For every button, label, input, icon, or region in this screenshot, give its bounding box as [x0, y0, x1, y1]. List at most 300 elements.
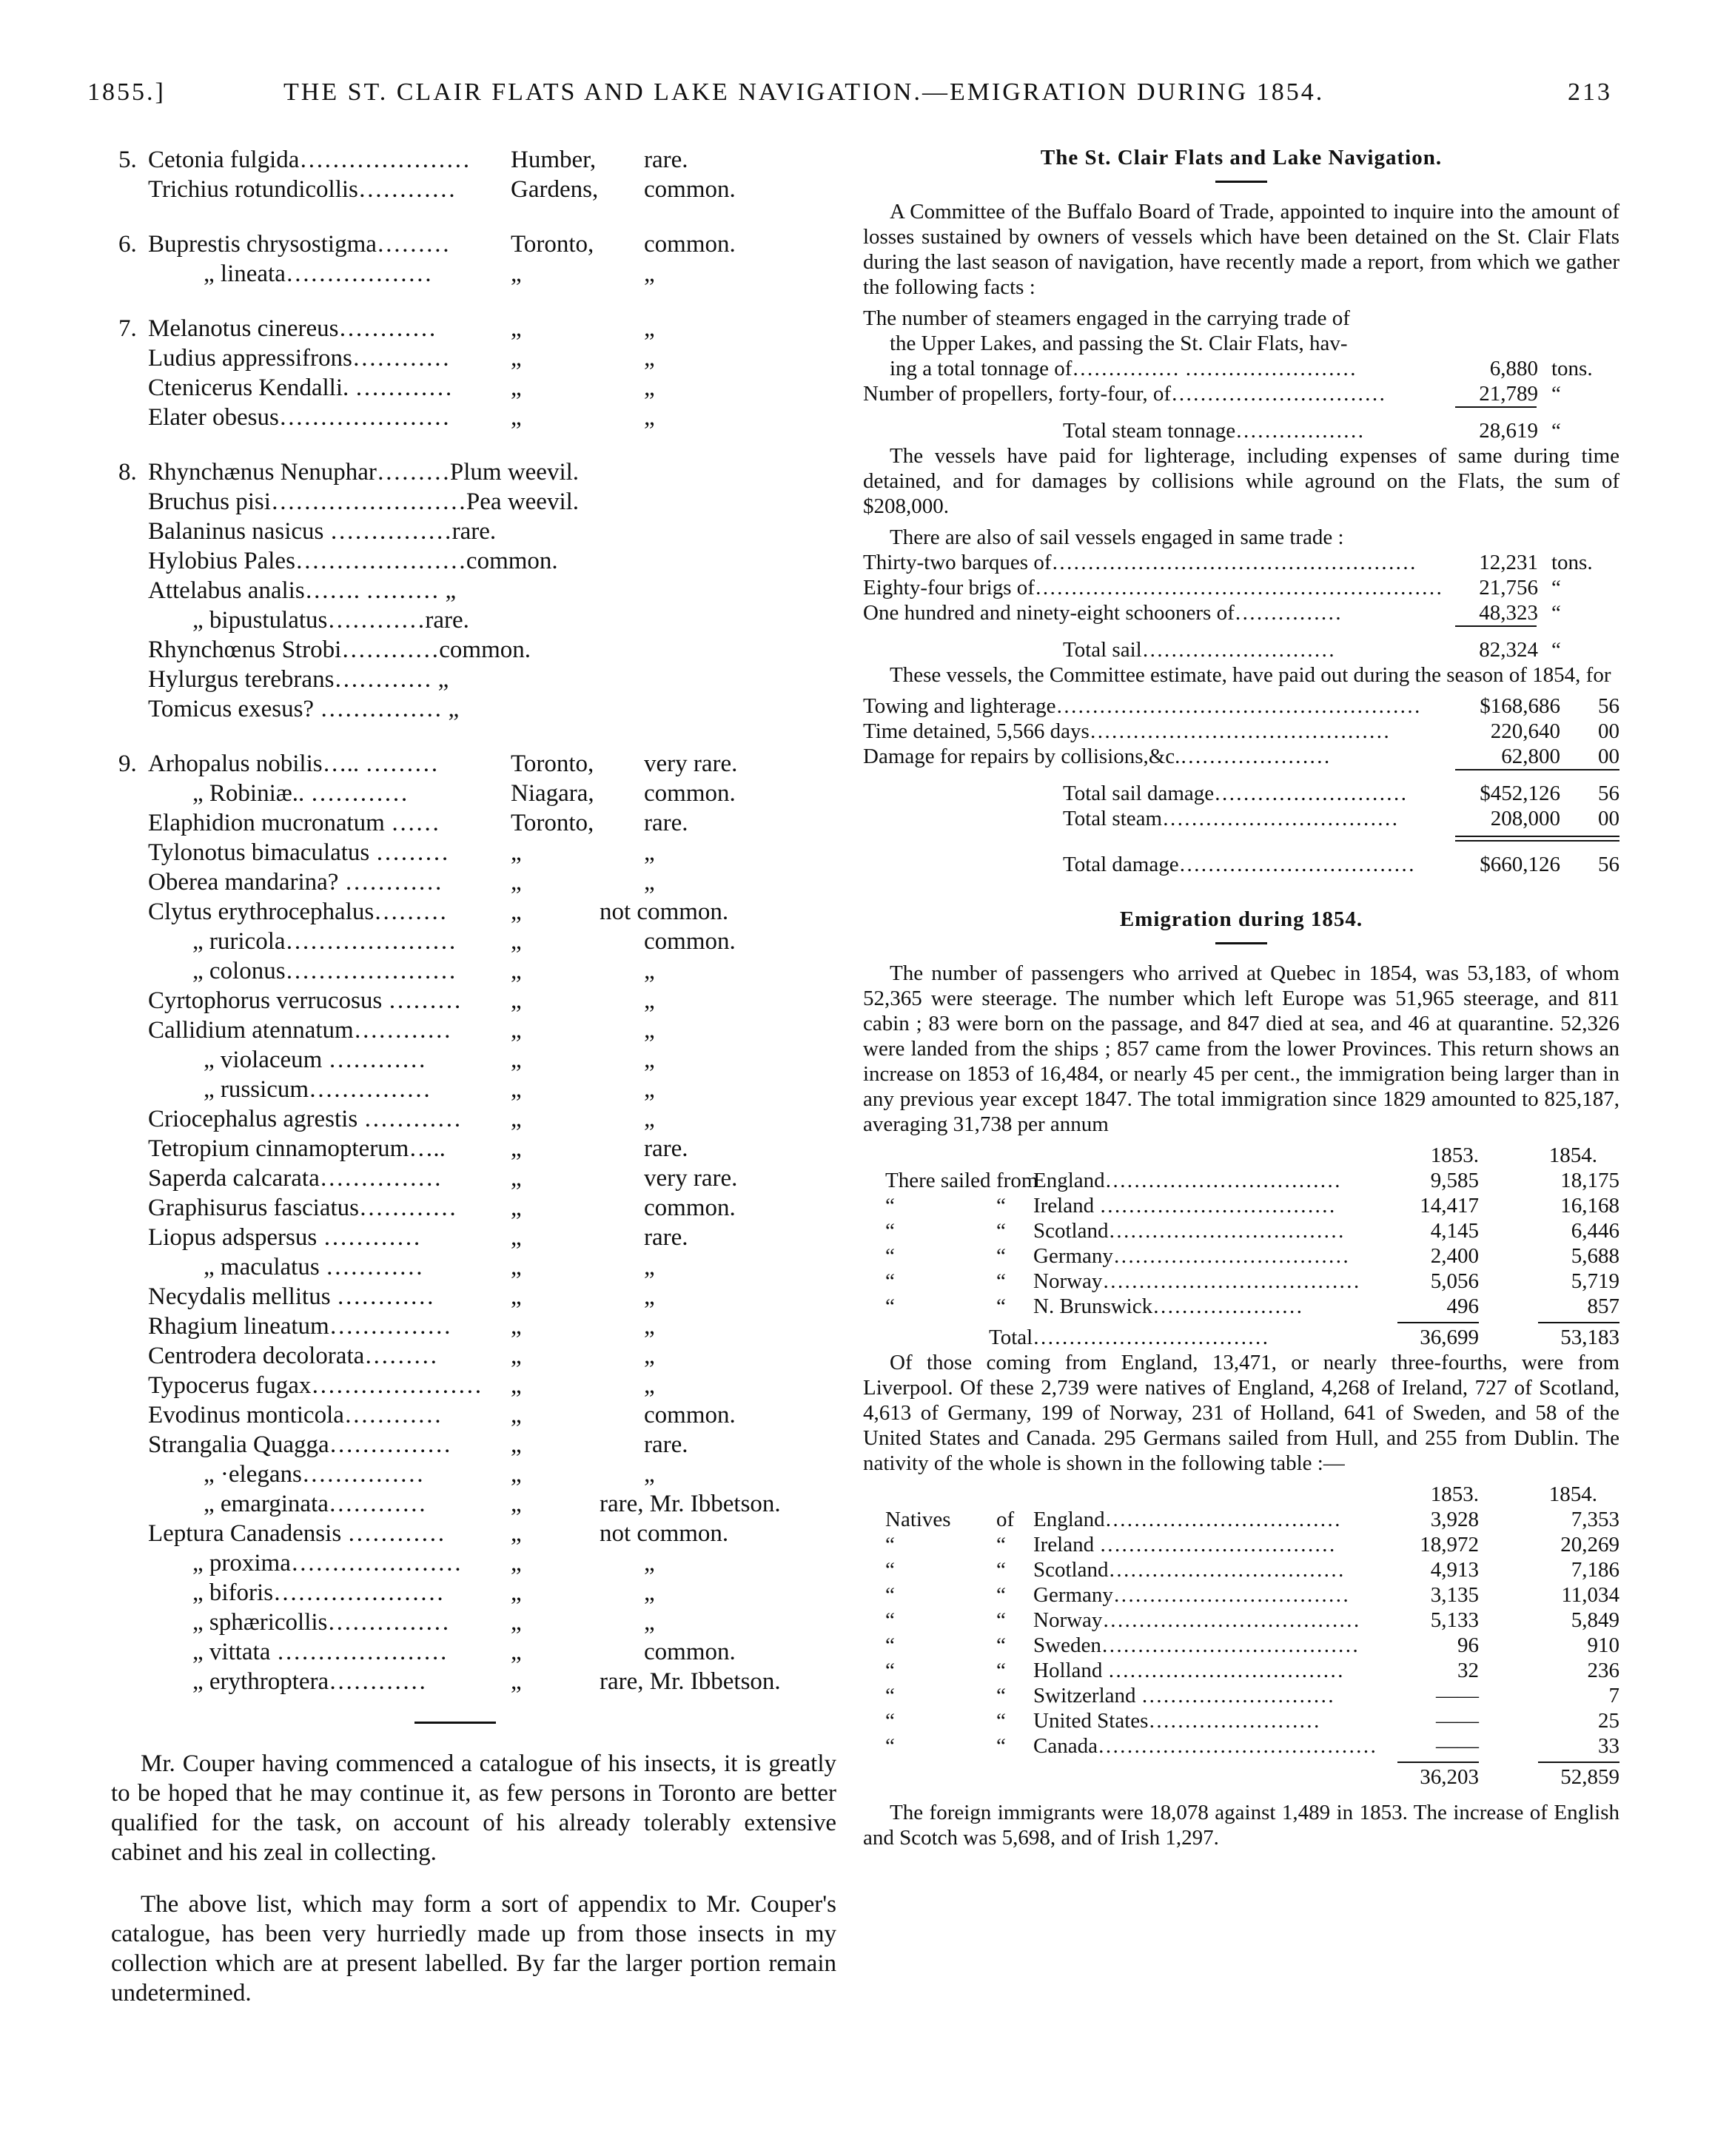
- species-locality: „: [511, 1372, 522, 1399]
- species-status: „: [644, 1609, 655, 1636]
- value-1854: 910: [1587, 1633, 1619, 1657]
- header-title: THE ST. CLAIR FLATS AND LAKE NAVIGATION.—EMIGRATION DURING 1854.: [283, 78, 1325, 106]
- value-1853: 3,135: [1430, 1583, 1479, 1607]
- species-status: „: [644, 1550, 655, 1576]
- cell-b: of: [996, 1508, 1015, 1531]
- stclair-intro: A Committee of the Buffalo Board of Trade, appointed to inquire into the amount of losses sustained by owners of vessels which have been detained on the St. Clair Flats during the last season of navigation, have recently made a report, from which we gather the following facts :: [863, 200, 1619, 299]
- species-status: common.: [644, 928, 736, 955]
- cell-c: Germany……………………………: [1033, 1583, 1349, 1607]
- cell-c: Scotland……………………………: [1033, 1219, 1345, 1243]
- species-locality: „: [511, 345, 522, 372]
- cell-b: “: [996, 1294, 1006, 1318]
- insect-row: [111, 986, 836, 1015]
- insect-row: [111, 1400, 836, 1430]
- sailed-row: [863, 1218, 1619, 1243]
- species-status: „: [644, 958, 655, 984]
- cell-a: “: [885, 1734, 895, 1758]
- species-locality: „: [511, 1254, 522, 1280]
- species-status: „: [644, 1254, 655, 1280]
- species-name: Ludius appressifrons…………: [148, 345, 450, 372]
- species-name: „ colonus…………………: [192, 958, 457, 984]
- species-status: „: [644, 345, 655, 372]
- cell-b: “: [996, 1244, 1006, 1268]
- insect-group: [111, 229, 836, 289]
- species-name: Saperda calcarata……………: [148, 1165, 442, 1192]
- species-locality: „: [511, 1313, 522, 1340]
- value-1854: 33: [1598, 1734, 1619, 1758]
- value-1854: 7,186: [1571, 1558, 1619, 1582]
- insect-row: [111, 259, 836, 289]
- cell-a: “: [885, 1269, 895, 1293]
- species-locality: „: [511, 1224, 522, 1251]
- species-locality: Toronto,: [511, 231, 594, 258]
- insect-row: [111, 517, 836, 546]
- species-locality: „: [511, 1668, 522, 1695]
- species-name: „ emarginata…………: [204, 1491, 426, 1517]
- species-name: Strangalia Quagga……………: [148, 1431, 452, 1458]
- cell-a: “: [885, 1659, 895, 1682]
- value-1853: 96: [1457, 1633, 1479, 1657]
- double-rule: [1455, 836, 1619, 842]
- species-name: Attelabus analis……. ……… „: [148, 577, 457, 604]
- cell-a: “: [885, 1244, 895, 1268]
- cell-c: Norway………………………………: [1033, 1608, 1360, 1632]
- insect-group: [111, 145, 836, 204]
- species-name: „ sphæricollis……………: [192, 1609, 450, 1636]
- time-detained-line: Time detained, 5,566 days…………………………………… 220,640 00: [863, 719, 1619, 743]
- insect-group: [111, 749, 836, 1696]
- cell-b: “: [996, 1633, 1006, 1657]
- species-locality: „: [511, 869, 522, 896]
- species-name: Melanotus cinereus…………: [148, 315, 437, 342]
- cell-c: Scotland……………………………: [1033, 1558, 1345, 1582]
- insect-row: [111, 546, 836, 576]
- barques-line: Thirty-two barques of…………………………………………… 12,231 tons.: [863, 551, 1593, 574]
- emigration-heading: Emigration during 1854.: [1119, 907, 1363, 931]
- cell-a: “: [885, 1709, 895, 1733]
- cell-a: “: [885, 1684, 895, 1707]
- species-name: Cetonia fulgida…………………: [148, 147, 471, 173]
- species-status: not common.: [600, 1520, 729, 1547]
- group-number: 8.: [118, 459, 137, 486]
- species-status: „: [644, 1372, 655, 1399]
- species-locality: „: [511, 958, 522, 984]
- species-name: Elater obesus…………………: [148, 404, 450, 431]
- species-locality: „: [511, 1550, 522, 1576]
- paragraph-appendix: The above list, which may form a sort of appendix to Mr. Couper's catalogue, has been very hurriedly made up from those insects in my collection which are at present labelled. By far the larger portion remain undetermined.: [111, 1891, 836, 2006]
- cell-c: Sweden………………………………: [1033, 1633, 1359, 1657]
- species-name: „ ·elegans……………: [204, 1461, 424, 1488]
- natives-table-header: 1853. 1854.: [1430, 1482, 1597, 1506]
- brigs-line: Eighty-four brigs of………………………………………………… 21,756 “: [863, 576, 1561, 600]
- cell-c: England……………………………: [1033, 1508, 1341, 1531]
- insect-row: [111, 808, 836, 838]
- species-name: „ erythroptera…………: [192, 1668, 427, 1695]
- cell-b: “: [996, 1533, 1006, 1556]
- value-1854: 7: [1608, 1684, 1619, 1707]
- insect-row: [111, 403, 836, 432]
- group-number: 9.: [118, 750, 137, 777]
- species-name: „ proxima…………………: [192, 1550, 462, 1576]
- species-name: Buprestis chrysostigma………: [148, 231, 450, 258]
- species-status: „: [644, 404, 655, 431]
- value-1853: ——: [1436, 1734, 1479, 1758]
- species-status: „: [644, 1343, 655, 1369]
- year-1853-header: 1853.: [1430, 1144, 1479, 1167]
- steamers-line-1: The number of steamers engaged in the carrying trade of: [863, 306, 1350, 330]
- group-number: 7.: [118, 315, 137, 342]
- cell-b: “: [996, 1583, 1006, 1607]
- insect-row: [111, 1223, 836, 1252]
- cell-a: “: [885, 1633, 895, 1657]
- species-locality: „: [511, 1135, 522, 1162]
- value-1853: 4,913: [1430, 1558, 1479, 1582]
- value-1854: 20,269: [1560, 1533, 1619, 1556]
- insect-row: [111, 867, 836, 897]
- insect-row: [111, 665, 836, 694]
- species-name: Criocephalus agrestis …………: [148, 1106, 462, 1132]
- steamers-line-2: the Upper Lakes, and passing the St. Clair Flats, hav-: [890, 332, 1348, 355]
- natives-row: [863, 1733, 1619, 1759]
- value-1853: 32: [1457, 1659, 1479, 1682]
- insect-row: [111, 314, 836, 343]
- species-status: common.: [644, 1639, 736, 1665]
- insect-group: [111, 314, 836, 432]
- natives-row: [863, 1507, 1619, 1532]
- nativity-paragraph: Of those coming from England, 13,471, or nearly three-fourths, were from Liverpool. Of these 2,739 were natives of England, 4,268 of Ireland, 727 of Scotland, 4,613 of Germany, 199 of Norway, 231 of Holland, 641 of Sweden, and 58 of the United States and Canada. 295 Germans sailed from Hull, and 255 from Dublin. The nativity of the whole is shown in the following table :—: [863, 1351, 1619, 1475]
- species-status: „: [644, 1283, 655, 1310]
- natives-row: [863, 1557, 1619, 1582]
- cell-b: “: [996, 1608, 1006, 1632]
- insect-row: [111, 373, 836, 403]
- cell-c: Switzerland ………………………: [1033, 1684, 1335, 1707]
- insect-row: [111, 457, 836, 487]
- value-1853: 496: [1446, 1294, 1479, 1318]
- insect-row: [111, 1519, 836, 1548]
- species-status: „: [644, 261, 655, 287]
- species-name: Elaphidion mucronatum ……: [148, 810, 440, 836]
- insect-row: [111, 1608, 836, 1637]
- insect-row: [111, 1637, 836, 1667]
- foreign-immigrants-paragraph: The foreign immigrants were 18,078 against 1,489 in 1853. The increase of English and Scotch was 5,698, and of Irish 1,297.: [863, 1801, 1619, 1850]
- cell-b: “: [996, 1659, 1006, 1682]
- insect-row: [111, 897, 836, 927]
- species-status: common.: [644, 231, 736, 258]
- cell-c: Holland ……………………………: [1033, 1659, 1344, 1682]
- estimate-paragraph: These vessels, the Committee estimate, have paid out during the season of 1854, for: [890, 663, 1611, 687]
- total-sail-damage: Total sail damage……………………… $452,126 56: [1063, 782, 1619, 805]
- species-locality: Gardens,: [511, 176, 599, 203]
- page-number: 213: [1568, 78, 1612, 106]
- species-locality: „: [511, 1491, 522, 1517]
- species-status: „: [644, 1047, 655, 1073]
- section-divider: [414, 1722, 496, 1724]
- species-status: rare.: [644, 1431, 688, 1458]
- total-damage: Total damage…………………………… $660,126 56: [1063, 853, 1619, 876]
- steamers-line-3: ing a total tonnage of…………… …………………… 6,880 tons.: [890, 357, 1593, 380]
- natives-row: [863, 1608, 1619, 1633]
- species-locality: „: [511, 404, 522, 431]
- insect-row: [111, 1489, 836, 1519]
- insect-row: [111, 1312, 836, 1341]
- species-locality: „: [511, 1609, 522, 1636]
- species-locality: „: [511, 1076, 522, 1103]
- species-name: Hylurgus terebrans………… „: [148, 666, 449, 693]
- value-1853: 9,585: [1430, 1169, 1479, 1192]
- species-status: „: [644, 1017, 655, 1044]
- species-name: Cyrtophorus verrucosus ………: [148, 987, 462, 1014]
- species-name: Callidium atennatum…………: [148, 1017, 452, 1044]
- cell-a: “: [885, 1583, 895, 1607]
- species-name: „ Robiniæ.. …………: [192, 780, 409, 807]
- value-1854: 7,353: [1571, 1508, 1619, 1531]
- species-locality: Humber,: [511, 147, 597, 173]
- total-steam: Total steam…………………………… 208,000 00: [1063, 807, 1619, 830]
- running-header: [87, 78, 1612, 115]
- species-name: Liopus adspersus …………: [148, 1224, 421, 1251]
- insect-row: [111, 694, 836, 724]
- cell-b: from: [996, 1169, 1038, 1192]
- species-name: Hylobius Pales…………………common.: [148, 548, 558, 574]
- species-status: „: [644, 1579, 655, 1606]
- species-status: „: [644, 839, 655, 866]
- value-1854: 5,688: [1571, 1244, 1619, 1268]
- species-name: Tetropium cinnamopterum…..: [148, 1135, 446, 1162]
- value-1853: ——: [1436, 1709, 1479, 1733]
- value-1853: 4,145: [1430, 1219, 1479, 1243]
- value-1853: 14,417: [1420, 1194, 1479, 1218]
- insect-list: [111, 145, 836, 1696]
- cell-b: “: [996, 1734, 1006, 1758]
- cell-b: “: [996, 1684, 1006, 1707]
- species-locality: „: [511, 1047, 522, 1073]
- insect-row: [111, 343, 836, 373]
- insect-row: [111, 1163, 836, 1193]
- species-name: Centrodera decolorata………: [148, 1343, 438, 1369]
- insect-row: [111, 145, 836, 175]
- insect-row: [111, 1548, 836, 1578]
- species-name: Rhagium lineatum……………: [148, 1313, 452, 1340]
- cell-a: “: [885, 1194, 895, 1218]
- sail-intro: There are also of sail vessels engaged in same trade :: [890, 525, 1344, 549]
- insect-row: [111, 779, 836, 808]
- species-name: Graphisurus fasciatus…………: [148, 1195, 457, 1221]
- species-locality: „: [511, 1017, 522, 1044]
- propellers-line: Number of propellers, forty-four, of………………………… 21,789 “: [863, 382, 1561, 406]
- sailed-row: [863, 1294, 1619, 1319]
- insect-row: [111, 1075, 836, 1104]
- species-locality: „: [511, 899, 522, 925]
- natives-table: [863, 1507, 1619, 1759]
- species-name: Balaninus nasicus ……………rare.: [148, 518, 497, 545]
- species-locality: Toronto,: [511, 810, 594, 836]
- species-name: „ biforis…………………: [192, 1579, 445, 1606]
- cell-c: Canada…………………………………: [1033, 1734, 1377, 1758]
- species-locality: „: [511, 1520, 522, 1547]
- species-locality: „: [511, 928, 522, 955]
- value-1853: 5,133: [1430, 1608, 1479, 1632]
- species-name: „ bipustulatus…………rare.: [192, 607, 469, 634]
- insect-row: [111, 175, 836, 204]
- value-1854: 857: [1587, 1294, 1619, 1318]
- species-status: „: [644, 987, 655, 1014]
- species-status: „: [644, 1076, 655, 1103]
- species-locality: „: [511, 1402, 522, 1428]
- cell-c: England……………………………: [1033, 1169, 1341, 1192]
- species-status: rare, Mr. Ibbetson.: [600, 1491, 781, 1517]
- value-1854: 18,175: [1560, 1169, 1619, 1192]
- value-1853: 3,928: [1430, 1508, 1479, 1531]
- species-status: common.: [644, 780, 736, 807]
- cell-c: Ireland ……………………………: [1033, 1533, 1336, 1556]
- cell-c: Norway………………………………: [1033, 1269, 1360, 1293]
- sailed-table: [863, 1168, 1619, 1319]
- insect-row: [111, 1193, 836, 1223]
- insect-row: [111, 956, 836, 986]
- species-status: very rare.: [644, 750, 738, 777]
- stclair-heading: The St. Clair Flats and Lake Navigation.: [1040, 146, 1443, 169]
- year-1854-header: 1854.: [1548, 1144, 1597, 1167]
- species-locality: „: [511, 1579, 522, 1606]
- damage-line: Damage for repairs by collisions,&c.………………… 62,800 00: [863, 745, 1619, 768]
- cell-a: “: [885, 1219, 895, 1243]
- species-status: rare.: [644, 1224, 688, 1251]
- insect-row: [111, 1460, 836, 1489]
- insect-row: [111, 1371, 836, 1400]
- sailed-table-header: [863, 1143, 1619, 1168]
- value-1853: ——: [1436, 1684, 1479, 1707]
- value-1854: 5,719: [1571, 1269, 1619, 1293]
- value-1854: 16,168: [1560, 1194, 1619, 1218]
- cell-c: Germany……………………………: [1033, 1244, 1349, 1268]
- group-number: 5.: [118, 147, 137, 173]
- value-1854: 11,034: [1561, 1583, 1619, 1607]
- species-locality: Niagara,: [511, 780, 594, 807]
- insect-row: [111, 1578, 836, 1608]
- insect-row: [111, 1430, 836, 1460]
- species-status: rare.: [644, 1135, 688, 1162]
- group-number: 6.: [118, 231, 137, 258]
- species-status: not common.: [600, 899, 729, 925]
- natives-row: [863, 1683, 1619, 1708]
- towing-line: Towing and lighterage…………………………………………… $168,686 56: [863, 694, 1619, 718]
- insect-row: [111, 927, 836, 956]
- cell-a: “: [885, 1294, 895, 1318]
- heading-rule: [1215, 181, 1267, 183]
- species-status: common.: [644, 1195, 736, 1221]
- insect-row: [111, 576, 836, 605]
- sailed-row: [863, 1193, 1619, 1218]
- species-locality: „: [511, 1283, 522, 1310]
- species-name: „ ruricola…………………: [192, 928, 457, 955]
- lighterage-paragraph: The vessels have paid for lighterage, including expenses of same during time detained, and for damages by collisions while aground on the Flats, the sum of $208,000.: [863, 444, 1619, 518]
- natives-row: [863, 1582, 1619, 1608]
- species-locality: „: [511, 839, 522, 866]
- species-status: very rare.: [644, 1165, 738, 1192]
- species-name: Trichius rotundicollis…………: [148, 176, 456, 203]
- species-locality: „: [511, 1195, 522, 1221]
- value-1854: 5,849: [1571, 1608, 1619, 1632]
- species-name: Tylonotus bimaculatus ………: [148, 839, 449, 866]
- species-locality: Toronto,: [511, 750, 594, 777]
- cell-c: Ireland ……………………………: [1033, 1194, 1336, 1218]
- species-locality: „: [511, 1431, 522, 1458]
- value-1854: 25: [1598, 1709, 1619, 1733]
- cell-b: “: [996, 1709, 1006, 1733]
- paragraph-couper: Mr. Couper having commenced a catalogue of his insects, it is greatly to be hoped that he may continue it, as few persons in Toronto are better qualified for the task, on account of his already tolerably extensive cabinet and his zeal in collecting.: [111, 1750, 836, 1866]
- sailed-total-row: Total…………………………… 36,699 53,183: [989, 1326, 1619, 1349]
- species-status: „: [644, 869, 655, 896]
- species-name: Oberea mandarina? …………: [148, 869, 443, 896]
- cell-a: Natives: [885, 1508, 951, 1531]
- species-name: „ maculatus …………: [204, 1254, 423, 1280]
- insect-row: [111, 605, 836, 635]
- value-1854: 236: [1587, 1659, 1619, 1682]
- total-sail: Total sail……………………… 82,324 “: [1063, 638, 1561, 662]
- species-name: „ vittata …………………: [192, 1639, 448, 1665]
- species-locality: „: [511, 987, 522, 1014]
- value-1853: 5,056: [1430, 1269, 1479, 1293]
- sailed-row: [863, 1168, 1619, 1193]
- insect-row: [111, 749, 836, 779]
- insect-group: [111, 457, 836, 724]
- species-name: Leptura Canadensis …………: [148, 1520, 446, 1547]
- species-name: Tomicus exesus? …………… „: [148, 696, 460, 722]
- natives-row: [863, 1633, 1619, 1658]
- species-locality: „: [511, 375, 522, 401]
- natives-row: [863, 1658, 1619, 1683]
- species-status: common.: [644, 176, 736, 203]
- insect-row: [111, 487, 836, 517]
- species-locality: „: [511, 1639, 522, 1665]
- sailed-row: [863, 1269, 1619, 1294]
- species-name: Typocerus fugax…………………: [148, 1372, 483, 1399]
- cell-a: “: [885, 1558, 895, 1582]
- species-name: „ russicum……………: [204, 1076, 432, 1103]
- species-name: Ctenicerus Kendalli. …………: [148, 375, 453, 401]
- insect-row: [111, 229, 836, 259]
- cell-a: “: [885, 1533, 895, 1556]
- natives-row: [863, 1532, 1619, 1557]
- insect-row: [111, 1282, 836, 1312]
- insect-row: [111, 1134, 836, 1163]
- cell-c: United States……………………: [1033, 1709, 1320, 1733]
- insect-row: [111, 838, 836, 867]
- species-name: Necydalis mellitus …………: [148, 1283, 434, 1310]
- header-year: 1855.]: [87, 78, 166, 106]
- species-status: „: [644, 1313, 655, 1340]
- cell-b: “: [996, 1219, 1006, 1243]
- natives-total-row: 36,203 52,859: [1420, 1765, 1619, 1789]
- insect-row: [111, 635, 836, 665]
- species-locality: „: [511, 315, 522, 342]
- cell-b: “: [996, 1194, 1006, 1218]
- cell-a: “: [885, 1608, 895, 1632]
- species-locality: „: [511, 1165, 522, 1192]
- species-status: „: [644, 375, 655, 401]
- insect-row: [111, 1252, 836, 1282]
- species-locality: „: [511, 1461, 522, 1488]
- species-locality: „: [511, 1106, 522, 1132]
- insect-row: [111, 1341, 836, 1371]
- species-name: Evodinus monticola…………: [148, 1402, 442, 1428]
- emigration-paragraph: The number of passengers who arrived at Quebec in 1854, was 53,183, of whom 52,365 were steerage. The number which left Europe was 51,965 steerage, and 811 cabin ; 83 were born on the passage, and 847 died at sea, and 46 at quarantine. 52,326 were landed from the ships ; 857 came from the lower Provinces. This return shows an increase on 1853 of 16,484, or nearly 45 per cent., the immigration being larger than in any previous year except 1847. The total immigration since 1829 amounted to 825,187, averaging 31,738 per annum: [863, 961, 1619, 1136]
- species-status: „: [644, 1461, 655, 1488]
- value-1853: 2,400: [1430, 1244, 1479, 1268]
- cell-c: N. Brunswick…………………: [1033, 1294, 1303, 1318]
- left-column: [111, 145, 836, 2030]
- insect-row: [111, 1104, 836, 1134]
